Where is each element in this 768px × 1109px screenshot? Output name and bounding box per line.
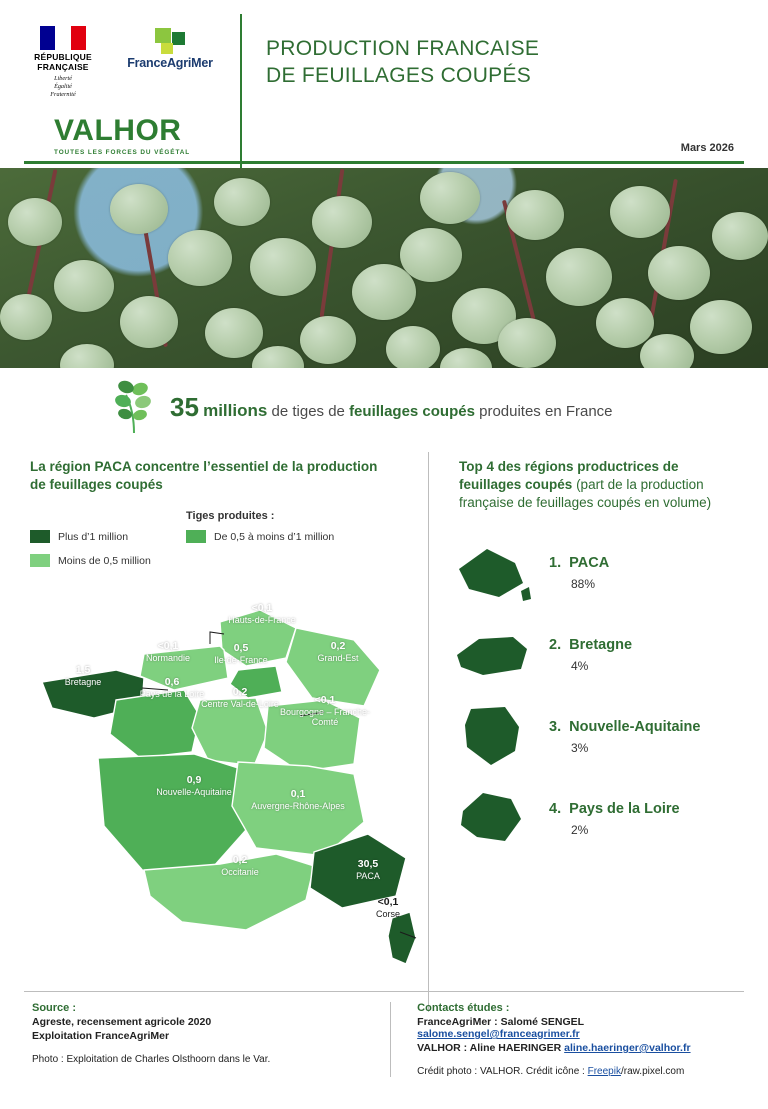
key-figure bbox=[0, 368, 768, 446]
region-ile-de-france bbox=[230, 666, 282, 698]
eucalyptus-leaf bbox=[690, 300, 752, 354]
top4-share: 3% bbox=[571, 740, 589, 755]
legend-label-mid: De 0,5 à moins d’1 million bbox=[214, 530, 335, 543]
key-figure-highlight: feuillages coupés bbox=[349, 402, 475, 420]
top4-column bbox=[428, 452, 744, 1012]
page-footer bbox=[0, 991, 768, 1109]
eucalyptus-leaf bbox=[386, 326, 440, 368]
legend-item-high bbox=[30, 530, 128, 543]
top4-region: Bretagne bbox=[569, 636, 633, 653]
top4-text bbox=[549, 553, 609, 591]
footer-source-block bbox=[24, 1002, 390, 1077]
main-content bbox=[0, 446, 768, 1012]
photo-credit: Photo : Exploitation de Charles Olsthoorn dans le Var. bbox=[32, 1054, 271, 1065]
region-normandie bbox=[140, 646, 228, 690]
contact-label-valhor: VALHOR bbox=[417, 1042, 461, 1054]
eucalyptus-leaf bbox=[110, 184, 168, 234]
region-centre-val-de-loire bbox=[192, 698, 268, 766]
map-label-hauts-de-france: <0,1 Hauts-de-France bbox=[228, 602, 296, 625]
source-line-1: Agreste, recensement agricole 2020 bbox=[32, 1016, 212, 1028]
leader-line-normandie bbox=[142, 688, 168, 690]
key-figure-text bbox=[170, 392, 613, 423]
map-label-ile-de-france: 0,5 Ile-de-France bbox=[214, 642, 268, 665]
eucalyptus-leaf bbox=[712, 212, 768, 260]
devise-label: Liberté Égalité Fraternité bbox=[50, 74, 76, 99]
top4-heading bbox=[459, 458, 744, 513]
legend-label-low: Moins de 0,5 million bbox=[58, 554, 151, 567]
contact-email-franceagrimer[interactable]: salome.sengel@franceagrimer.fr bbox=[417, 1028, 580, 1040]
top4-list bbox=[453, 531, 744, 859]
nouvelle-aquitaine-shape-icon bbox=[453, 703, 535, 769]
france-map-svg bbox=[24, 566, 428, 986]
region-grand-est bbox=[286, 628, 380, 706]
contact-email-valhor[interactable]: aline.haeringer@valhor.fr bbox=[564, 1042, 691, 1054]
top4-item bbox=[453, 777, 744, 859]
top4-name bbox=[549, 637, 632, 653]
republique-francaise-logo bbox=[24, 26, 102, 100]
eucalyptus-leaf bbox=[420, 172, 480, 224]
eucalyptus-leaf bbox=[250, 238, 316, 296]
legend-swatch-high bbox=[30, 530, 50, 543]
footer-contacts-block bbox=[390, 1002, 744, 1077]
top4-item bbox=[453, 613, 744, 695]
eucalyptus-leaf bbox=[168, 230, 232, 286]
map-label-paca: 30,5 PACA bbox=[356, 858, 380, 881]
title-block bbox=[240, 14, 744, 168]
map-heading-line1: La région PACA concentre l’essentiel de la production bbox=[30, 459, 378, 474]
map-column bbox=[24, 452, 428, 1012]
top4-heading-line4: française de feuillages coupés en volume) bbox=[459, 495, 712, 511]
top4-text bbox=[549, 799, 680, 837]
valhor-logo bbox=[24, 113, 191, 156]
map-label-corse: <0,1 Corse bbox=[375, 896, 400, 919]
franceagrimer-label: FranceAgriMer bbox=[127, 56, 213, 70]
top4-text bbox=[549, 717, 700, 755]
key-figure-unit: millions bbox=[203, 400, 268, 420]
icon-credit bbox=[417, 1066, 744, 1077]
eucalyptus-leaf bbox=[610, 186, 670, 238]
region-nouvelle-aquitaine bbox=[98, 754, 246, 872]
republique-label: RÉPUBLIQUE FRANÇAISE bbox=[34, 52, 92, 72]
legend-label-high: Plus d’1 million bbox=[58, 530, 129, 543]
eucalyptus-leaf bbox=[546, 248, 612, 306]
legend-title: Tiges produites : bbox=[186, 510, 275, 523]
region-pays-de-la-loire bbox=[110, 690, 200, 758]
french-flag-icon bbox=[40, 26, 86, 50]
top4-item bbox=[453, 531, 744, 613]
pays-de-la-loire-shape-icon bbox=[453, 785, 535, 851]
map-heading-line2: de feuillages coupés bbox=[30, 477, 163, 493]
top4-rank: 1. bbox=[549, 554, 562, 571]
top4-region: PACA bbox=[569, 554, 610, 571]
header-divider bbox=[24, 161, 744, 164]
contact-row-franceagrimer bbox=[417, 1016, 744, 1040]
eucalyptus-leaf bbox=[596, 298, 654, 348]
page-title-line1: PRODUCTION FRANCAISE bbox=[266, 37, 540, 60]
top4-item bbox=[453, 695, 744, 777]
eucalyptus-leaf bbox=[0, 294, 52, 340]
map-label-occitanie: 0,2 Occitanie bbox=[221, 854, 259, 877]
top4-rank: 4. bbox=[549, 800, 562, 817]
eucalyptus-leaf bbox=[205, 308, 263, 358]
eucalyptus-leaf bbox=[120, 296, 178, 348]
top4-name bbox=[549, 555, 609, 571]
franceagrimer-mark-icon bbox=[155, 28, 185, 54]
page-title bbox=[266, 36, 744, 90]
top4-heading-line2: feuillages coupés bbox=[459, 477, 573, 493]
valhor-tagline: TOUTES LES FORCES DU VÉGÉTAL bbox=[54, 148, 191, 156]
contact-text-valhor: : Aline HAERINGER bbox=[460, 1042, 565, 1054]
top4-share: 88% bbox=[571, 576, 596, 591]
icon-credit-prefix: Crédit photo : VALHOR. Crédit icône : bbox=[417, 1066, 588, 1077]
eucalyptus-leaf bbox=[498, 318, 556, 368]
map-label-normandie: <0,1 Normandie bbox=[145, 640, 191, 663]
paca-shape-icon bbox=[453, 539, 535, 605]
top4-heading-line1: Top 4 des régions productrices de bbox=[459, 459, 679, 474]
map-label-pays-de-la-loire: 0,6 Pays de la Loire bbox=[139, 676, 205, 699]
eucalyptus-leaf bbox=[506, 190, 564, 240]
key-figure-text-before: de tiges de bbox=[267, 402, 350, 420]
legend-swatch-mid bbox=[186, 530, 206, 543]
top4-rank: 3. bbox=[549, 718, 562, 735]
top4-heading-line3: (part de la production bbox=[576, 477, 704, 493]
map-label-bretagne: 1,5 Bretagne bbox=[64, 664, 102, 687]
valhor-name: VALHOR bbox=[54, 113, 182, 147]
map-legend bbox=[30, 510, 428, 570]
top4-region: Nouvelle-Aquitaine bbox=[569, 718, 701, 735]
region-bourgogne-franche-comte bbox=[264, 700, 360, 772]
region-corse bbox=[388, 912, 416, 964]
france-map bbox=[24, 566, 428, 986]
icon-credit-suffix: /raw.pixel.com bbox=[620, 1066, 685, 1077]
logo-group bbox=[24, 14, 224, 168]
eucalyptus-leaf bbox=[54, 260, 114, 312]
top4-share: 2% bbox=[571, 822, 589, 837]
eucalyptus-leaf bbox=[8, 198, 62, 246]
franceagrimer-logo bbox=[124, 26, 216, 70]
publication-date: Mars 2026 bbox=[680, 142, 734, 154]
top4-region: Pays de la Loire bbox=[569, 800, 680, 817]
page-title-line2: DE FEUILLAGES COUPÉS bbox=[266, 63, 532, 87]
page-header bbox=[0, 0, 768, 168]
map-label-nouvelle-aquitaine: 0,9 Nouvelle-Aquitaine bbox=[156, 774, 232, 797]
map-label-centre-val-de-loire: 0,2 Centre Val-de-Loire bbox=[201, 686, 279, 709]
contacts-title: Contacts études : bbox=[417, 1002, 510, 1014]
region-hauts-de-france bbox=[220, 610, 296, 666]
source-title: Source : bbox=[32, 1002, 77, 1014]
map-heading bbox=[30, 458, 428, 494]
footer-divider bbox=[24, 991, 744, 992]
eucalyptus-leaf bbox=[300, 316, 356, 364]
contact-row-valhor bbox=[417, 1042, 744, 1054]
contact-text-franceagrimer: : Salomé SENGEL bbox=[491, 1016, 584, 1028]
hero-photo bbox=[0, 168, 768, 368]
eucalyptus-leaf bbox=[312, 196, 372, 248]
bretagne-shape-icon bbox=[453, 621, 535, 687]
eucalyptus-leaf bbox=[214, 178, 270, 226]
top4-name bbox=[549, 719, 700, 735]
foliage-branch-icon bbox=[112, 379, 156, 435]
key-figure-value: 35 bbox=[170, 391, 199, 422]
top4-share: 4% bbox=[571, 658, 589, 673]
legend-item-mid bbox=[186, 530, 334, 543]
icon-credit-link[interactable]: Freepik bbox=[587, 1066, 621, 1077]
source-line-2: Exploitation FranceAgriMer bbox=[32, 1030, 170, 1042]
top4-text bbox=[549, 635, 632, 673]
map-label-auvergne-rhone-alpes: 0,1 Auvergne-Rhône-Alpes bbox=[251, 788, 345, 811]
eucalyptus-leaf bbox=[400, 228, 462, 282]
contact-label-franceagrimer: FranceAgriMer bbox=[417, 1016, 492, 1028]
map-label-bourgogne-franche-comte: <0,1 Bourgogne – Franche-Comté bbox=[279, 694, 371, 727]
key-figure-text-after: produites en France bbox=[474, 402, 613, 420]
eucalyptus-leaf bbox=[648, 246, 710, 300]
top4-name bbox=[549, 801, 680, 817]
map-label-grand-est: 0,2 Grand-Est bbox=[317, 640, 359, 663]
top4-rank: 2. bbox=[549, 636, 562, 653]
